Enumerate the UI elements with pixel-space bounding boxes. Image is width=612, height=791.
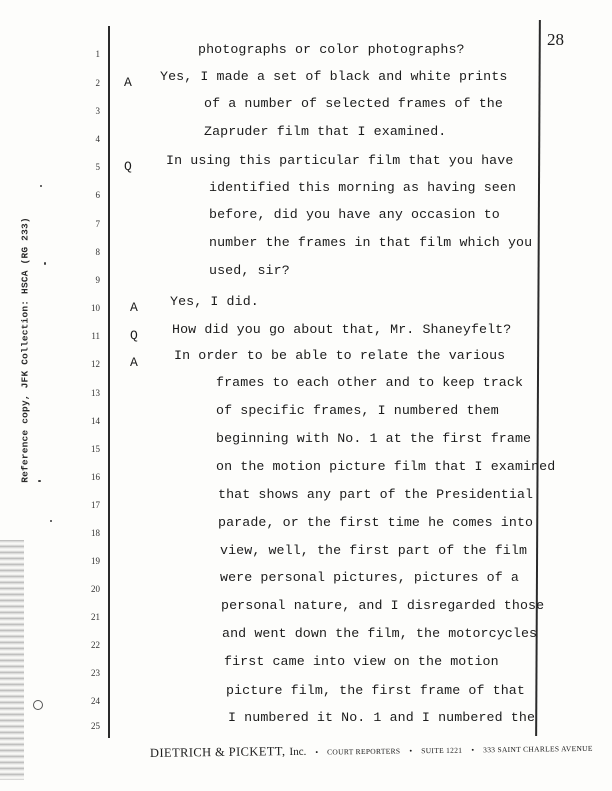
scan-edge-noise xyxy=(0,540,24,780)
line-number: 17 xyxy=(91,500,100,510)
line-number: 15 xyxy=(91,444,100,454)
line-number: 12 xyxy=(91,359,100,369)
transcript-line: parade, or the first time he comes into xyxy=(218,515,534,530)
left-margin-rule xyxy=(108,26,110,738)
line-number: 21 xyxy=(91,612,100,622)
reference-stamp-text: Reference copy, JFK Collection: HSCA (RG 233) xyxy=(19,217,31,483)
transcript-line: Zapruder film that I examined. xyxy=(204,124,447,139)
scan-speck xyxy=(40,185,42,187)
transcript-line: identified this morning as having seen xyxy=(209,180,517,195)
footer-bullet: • xyxy=(409,746,413,756)
line-number: 10 xyxy=(91,303,100,313)
scan-speck xyxy=(44,262,46,265)
transcript-line: on the motion picture film that I examined xyxy=(216,459,556,474)
speaker-marker: A xyxy=(124,75,132,90)
transcript-line: were personal pictures, pictures of a xyxy=(220,570,519,585)
footer-court-reporters: COURT REPORTERS xyxy=(327,746,401,757)
line-number: 5 xyxy=(95,162,100,172)
transcript-line: How did you go about that, Mr. Shaneyfelt? xyxy=(172,322,512,337)
transcript-line: number the frames in that film which you xyxy=(209,235,533,250)
transcript-line: of a number of selected frames of the xyxy=(204,96,503,111)
footer-bullet: • xyxy=(471,745,475,755)
line-number: 20 xyxy=(91,584,100,594)
transcript-line: before, did you have any occasion to xyxy=(209,207,500,222)
line-number: 9 xyxy=(95,275,100,285)
line-number: 22 xyxy=(91,640,100,650)
side-reference-stamp xyxy=(10,200,40,500)
transcript-line: and went down the film, the motorcycles xyxy=(222,626,538,641)
scan-speck xyxy=(50,520,52,522)
scan-speck xyxy=(33,700,43,710)
speaker-marker: Q xyxy=(124,159,132,174)
transcript-line: used, sir? xyxy=(209,263,290,278)
line-number: 25 xyxy=(91,721,100,731)
line-number: 18 xyxy=(91,528,100,538)
transcript-line: Yes, I made a set of black and white prints xyxy=(160,69,508,84)
line-number: 8 xyxy=(95,247,100,257)
speaker-marker: Q xyxy=(130,328,138,343)
line-number: 2 xyxy=(95,78,100,88)
line-number: 19 xyxy=(91,556,100,566)
transcript-line: In using this particular film that you have xyxy=(166,153,514,168)
footer-suite: SUITE 1221 xyxy=(421,745,463,756)
line-number: 3 xyxy=(95,106,100,116)
line-number: 6 xyxy=(95,190,100,200)
line-number: 24 xyxy=(91,696,100,706)
transcript-line: that shows any part of the Presidential xyxy=(218,487,534,502)
transcript-line: picture film, the first frame of that xyxy=(226,683,525,698)
footer-firm-name: DIETRICH & PICKETT, xyxy=(149,744,286,760)
speaker-marker: A xyxy=(130,355,138,370)
transcript-line: In order to be able to relate the various xyxy=(174,348,506,363)
line-number: 23 xyxy=(91,668,100,678)
transcript-line: personal nature, and I disregarded those xyxy=(221,598,545,613)
line-number: 13 xyxy=(91,388,100,398)
transcript-line: Yes, I did. xyxy=(170,294,259,309)
line-number: 4 xyxy=(95,134,100,144)
line-number: 14 xyxy=(91,416,100,426)
line-number: 16 xyxy=(91,472,100,482)
transcript-line: first came into view on the motion xyxy=(224,654,499,669)
scan-speck xyxy=(38,480,41,482)
court-reporter-footer xyxy=(150,738,593,762)
footer-address: 333 SAINT CHARLES AVENUE xyxy=(483,743,593,755)
transcript-line: frames to each other and to keep track xyxy=(216,375,524,390)
transcript-line: view, well, the first part of the film xyxy=(220,543,528,558)
page-number: 28 xyxy=(547,30,564,49)
line-number: 11 xyxy=(91,331,100,341)
transcript-line: photographs or color photographs? xyxy=(198,42,465,57)
transcript-line: of specific frames, I numbered them xyxy=(216,403,499,418)
speaker-marker: A xyxy=(130,300,138,315)
line-number: 7 xyxy=(95,219,100,229)
line-number: 1 xyxy=(95,49,100,59)
transcript-line: beginning with No. 1 at the first frame xyxy=(216,431,532,446)
transcript-line: I numbered it No. 1 and I numbered the xyxy=(228,710,536,725)
footer-inc: Inc. xyxy=(289,745,307,759)
footer-bullet: • xyxy=(315,747,319,757)
